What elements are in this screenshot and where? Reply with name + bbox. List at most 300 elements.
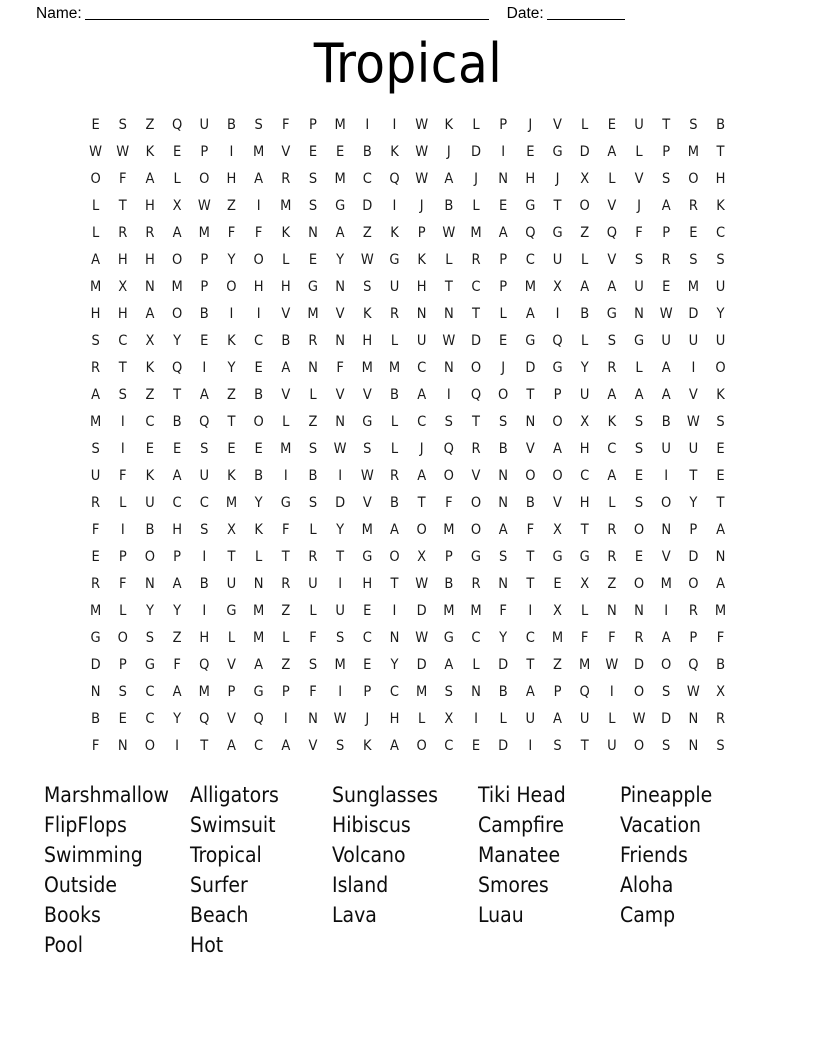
grid-cell[interactable]: T — [526, 387, 535, 403]
grid-cell[interactable]: H — [525, 171, 536, 187]
grid-cell[interactable]: L — [119, 603, 127, 619]
word-list-item[interactable]: Camp — [620, 903, 676, 927]
grid-cell[interactable]: F — [91, 522, 100, 538]
grid-cell[interactable]: P — [363, 684, 372, 700]
grid-cell[interactable]: Y — [499, 630, 508, 646]
grid-cell[interactable]: S — [444, 684, 453, 700]
grid-cell[interactable]: J — [419, 198, 424, 214]
grid-cell[interactable]: L — [119, 495, 127, 511]
grid-cell[interactable]: L — [309, 522, 317, 538]
grid-cell[interactable]: Q — [171, 360, 183, 376]
grid-cell[interactable]: D — [498, 738, 509, 754]
grid-cell[interactable]: M — [443, 603, 455, 619]
grid-cell[interactable]: D — [579, 144, 590, 160]
word-list-item[interactable]: FlipFlops — [44, 813, 127, 837]
grid-cell[interactable]: H — [117, 306, 128, 322]
grid-cell[interactable]: R — [91, 576, 101, 592]
grid-cell[interactable]: B — [444, 198, 454, 214]
grid-cell[interactable]: B — [91, 711, 101, 727]
grid-cell[interactable]: C — [118, 333, 128, 349]
grid-cell[interactable]: U — [607, 738, 617, 754]
grid-cell[interactable]: V — [362, 387, 372, 403]
grid-cell[interactable]: S — [499, 549, 508, 565]
grid-cell[interactable]: G — [525, 198, 536, 214]
grid-cell[interactable]: V — [226, 711, 236, 727]
grid-cell[interactable]: B — [226, 117, 236, 133]
grid-cell[interactable]: P — [173, 549, 182, 565]
grid-cell[interactable]: W — [415, 144, 429, 160]
grid-cell[interactable]: S — [363, 441, 372, 457]
grid-cell[interactable]: Y — [173, 603, 182, 619]
grid-cell[interactable]: E — [145, 441, 155, 457]
grid-cell[interactable]: O — [389, 549, 400, 565]
grid-cell[interactable]: O — [443, 468, 454, 484]
grid-cell[interactable]: D — [525, 360, 536, 376]
grid-cell[interactable]: E — [716, 441, 725, 457]
grid-cell[interactable]: P — [118, 549, 127, 565]
grid-cell[interactable]: X — [226, 522, 236, 538]
grid-cell[interactable]: G — [525, 333, 536, 349]
grid-cell[interactable]: R — [389, 306, 399, 322]
grid-cell[interactable]: E — [363, 657, 372, 673]
grid-cell[interactable]: Y — [173, 711, 182, 727]
grid-cell[interactable]: I — [338, 684, 343, 700]
grid-cell[interactable]: A — [417, 468, 427, 484]
grid-cell[interactable]: C — [172, 495, 182, 511]
grid-cell[interactable]: D — [470, 333, 482, 349]
grid-cell[interactable]: I — [338, 576, 343, 592]
word-list-item[interactable]: Marshmallow — [44, 783, 169, 807]
grid-cell[interactable]: E — [499, 333, 508, 349]
grid-cell[interactable]: L — [254, 549, 263, 565]
word-list-item[interactable]: Alligators — [190, 783, 279, 807]
grid-cell[interactable]: P — [499, 117, 508, 133]
grid-cell[interactable]: K — [390, 144, 399, 160]
grid-cell[interactable]: L — [445, 252, 453, 268]
grid-cell[interactable]: C — [607, 441, 617, 457]
grid-cell[interactable]: M — [579, 657, 591, 673]
grid-cell[interactable]: V — [471, 468, 481, 484]
grid-cell[interactable]: Q — [688, 657, 699, 673]
grid-cell[interactable]: U — [715, 333, 726, 349]
grid-cell[interactable]: S — [335, 630, 345, 646]
grid-cell[interactable]: B — [390, 387, 399, 403]
grid-cell[interactable]: E — [254, 441, 263, 457]
grid-cell[interactable]: O — [633, 522, 645, 538]
grid-cell[interactable]: J — [365, 711, 370, 727]
grid-cell[interactable]: O — [144, 738, 156, 754]
grid-cell[interactable]: H — [416, 279, 427, 295]
grid-cell[interactable]: P — [662, 225, 671, 241]
grid-cell[interactable]: G — [606, 306, 617, 322]
grid-cell[interactable]: O — [470, 495, 482, 511]
grid-cell[interactable]: X — [417, 549, 427, 565]
grid-cell[interactable]: I — [392, 198, 397, 214]
grid-cell[interactable]: T — [227, 549, 236, 565]
grid-cell[interactable]: I — [120, 414, 125, 430]
grid-cell[interactable]: O — [470, 360, 482, 376]
grid-cell[interactable]: E — [91, 117, 100, 133]
grid-cell[interactable]: G — [226, 603, 237, 619]
grid-cell[interactable]: Z — [308, 414, 318, 430]
grid-cell[interactable]: Z — [281, 657, 291, 673]
grid-cell[interactable]: A — [145, 306, 155, 322]
grid-cell[interactable]: A — [172, 225, 182, 241]
grid-cell[interactable]: N — [90, 684, 101, 700]
grid-cell[interactable]: K — [716, 198, 725, 214]
grid-cell[interactable]: R — [91, 495, 101, 511]
grid-cell[interactable]: M — [551, 630, 564, 646]
grid-cell[interactable]: T — [417, 495, 426, 511]
grid-cell[interactable]: A — [580, 279, 590, 295]
grid-cell[interactable]: A — [661, 630, 671, 646]
grid-cell[interactable]: H — [117, 252, 128, 268]
grid-cell[interactable]: A — [716, 576, 725, 592]
grid-cell[interactable]: M — [198, 225, 210, 241]
grid-cell[interactable]: K — [145, 360, 155, 376]
grid-cell[interactable]: S — [553, 738, 562, 754]
grid-cell[interactable]: U — [416, 333, 427, 349]
grid-cell[interactable]: V — [634, 171, 644, 187]
word-list-item[interactable]: Tropical — [190, 843, 262, 867]
grid-cell[interactable]: A — [390, 738, 399, 754]
grid-cell[interactable]: G — [470, 549, 482, 565]
grid-cell[interactable]: B — [661, 414, 671, 430]
grid-cell[interactable]: S — [200, 441, 209, 457]
grid-cell[interactable]: S — [716, 414, 725, 430]
grid-cell[interactable]: M — [388, 360, 401, 376]
grid-cell[interactable]: F — [526, 522, 535, 538]
grid-cell[interactable]: J — [501, 360, 506, 376]
grid-cell[interactable]: C — [525, 252, 535, 268]
grid-cell[interactable]: S — [118, 387, 127, 403]
word-list-item[interactable]: Friends — [620, 843, 688, 867]
grid-cell[interactable]: B — [281, 333, 291, 349]
grid-cell[interactable]: P — [499, 279, 508, 295]
grid-cell[interactable]: Y — [336, 522, 345, 538]
grid-cell[interactable]: N — [688, 738, 699, 754]
grid-cell[interactable]: S — [363, 279, 372, 295]
grid-cell[interactable]: A — [553, 711, 562, 727]
grid-cell[interactable]: N — [253, 576, 264, 592]
grid-cell[interactable]: U — [579, 711, 590, 727]
grid-cell[interactable]: N — [443, 360, 454, 376]
grid-cell[interactable]: A — [145, 171, 155, 187]
grid-cell[interactable]: T — [689, 468, 698, 484]
grid-cell[interactable]: F — [173, 657, 181, 673]
grid-cell[interactable]: B — [362, 144, 372, 160]
grid-cell[interactable]: H — [145, 198, 155, 214]
grid-cell[interactable]: L — [608, 711, 616, 727]
grid-cell[interactable]: L — [91, 198, 100, 214]
grid-cell[interactable]: O — [579, 198, 590, 214]
grid-cell[interactable]: U — [389, 279, 400, 295]
grid-cell[interactable]: K — [716, 387, 725, 403]
grid-cell[interactable]: H — [362, 576, 373, 592]
word-list-item[interactable]: Swimsuit — [190, 813, 276, 837]
grid-cell[interactable]: P — [200, 279, 209, 295]
grid-cell[interactable]: G — [362, 549, 373, 565]
grid-cell[interactable]: S — [499, 414, 508, 430]
grid-cell[interactable]: N — [498, 171, 509, 187]
grid-cell[interactable]: E — [634, 468, 644, 484]
grid-cell[interactable]: C — [145, 711, 155, 727]
grid-cell[interactable]: W — [605, 657, 619, 673]
grid-cell[interactable]: K — [444, 117, 454, 133]
grid-cell[interactable]: A — [390, 522, 399, 538]
grid-cell[interactable]: W — [659, 306, 673, 322]
grid-cell[interactable]: Q — [389, 171, 400, 187]
grid-cell[interactable]: P — [689, 630, 698, 646]
grid-cell[interactable]: B — [716, 657, 726, 673]
grid-cell[interactable]: A — [661, 360, 671, 376]
grid-cell[interactable]: G — [633, 333, 645, 349]
grid-cell[interactable]: X — [553, 603, 562, 619]
grid-cell[interactable]: B — [525, 495, 535, 511]
grid-cell[interactable]: E — [308, 252, 318, 268]
grid-cell[interactable]: W — [415, 630, 429, 646]
grid-cell[interactable]: J — [555, 171, 560, 187]
grid-cell[interactable]: U — [226, 576, 237, 592]
word-list-item[interactable]: Swimming — [44, 843, 143, 867]
grid-cell[interactable]: M — [687, 279, 699, 295]
grid-cell[interactable]: S — [634, 252, 644, 268]
word-list-item[interactable]: Tiki Head — [478, 783, 566, 807]
grid-cell[interactable]: O — [552, 414, 563, 430]
grid-cell[interactable]: J — [637, 198, 641, 214]
word-list-item[interactable]: Vacation — [620, 813, 702, 837]
grid-cell[interactable]: H — [280, 279, 291, 295]
grid-cell[interactable]: R — [607, 360, 617, 376]
grid-cell[interactable]: Q — [171, 117, 183, 133]
grid-cell[interactable]: F — [119, 468, 127, 484]
grid-cell[interactable]: P — [417, 225, 426, 241]
grid-cell[interactable]: N — [715, 549, 726, 565]
grid-cell[interactable]: A — [661, 387, 671, 403]
grid-cell[interactable]: L — [282, 630, 290, 646]
grid-cell[interactable]: V — [281, 387, 291, 403]
word-list-item[interactable]: Lava — [332, 903, 377, 927]
grid-cell[interactable]: B — [716, 117, 726, 133]
grid-cell[interactable]: X — [716, 684, 725, 700]
grid-cell[interactable]: H — [172, 522, 183, 538]
grid-cell[interactable]: I — [365, 117, 370, 133]
grid-cell[interactable]: O — [117, 630, 128, 646]
grid-cell[interactable]: T — [444, 279, 453, 295]
grid-cell[interactable]: N — [335, 333, 346, 349]
grid-cell[interactable]: L — [472, 657, 480, 673]
grid-cell[interactable]: J — [419, 441, 424, 457]
grid-cell[interactable]: U — [579, 387, 590, 403]
grid-cell[interactable]: G — [552, 549, 563, 565]
grid-cell[interactable]: U — [661, 441, 671, 457]
grid-cell[interactable]: X — [145, 333, 155, 349]
grid-cell[interactable]: F — [91, 738, 100, 754]
grid-cell[interactable]: Q — [525, 225, 536, 241]
grid-cell[interactable]: P — [662, 144, 671, 160]
grid-cell[interactable]: R — [471, 576, 481, 592]
grid-cell[interactable]: E — [634, 549, 644, 565]
grid-cell[interactable]: K — [390, 225, 399, 241]
grid-cell[interactable]: O — [199, 171, 210, 187]
grid-cell[interactable]: A — [525, 684, 535, 700]
grid-cell[interactable]: B — [580, 306, 590, 322]
grid-cell[interactable]: L — [635, 360, 643, 376]
grid-cell[interactable]: F — [336, 360, 344, 376]
grid-cell[interactable]: S — [308, 441, 318, 457]
grid-cell[interactable]: M — [89, 603, 102, 619]
grid-cell[interactable]: B — [498, 441, 508, 457]
grid-cell[interactable]: V — [553, 117, 562, 133]
grid-cell[interactable]: S — [689, 252, 698, 268]
grid-cell[interactable]: Y — [716, 306, 725, 322]
grid-cell[interactable]: E — [716, 468, 725, 484]
grid-cell[interactable]: M — [252, 144, 265, 160]
grid-cell[interactable]: R — [91, 360, 101, 376]
grid-cell[interactable]: T — [580, 522, 589, 538]
grid-cell[interactable]: T — [526, 576, 535, 592]
grid-cell[interactable]: T — [118, 360, 127, 376]
grid-cell[interactable]: S — [662, 738, 671, 754]
grid-cell[interactable]: M — [687, 144, 699, 160]
grid-cell[interactable]: Z — [607, 576, 617, 592]
word-list-item[interactable]: Books — [44, 903, 101, 927]
grid-cell[interactable]: S — [689, 117, 698, 133]
grid-cell[interactable]: G — [552, 360, 563, 376]
grid-cell[interactable]: C — [715, 225, 726, 241]
grid-cell[interactable]: R — [661, 252, 671, 268]
grid-cell[interactable]: K — [254, 522, 263, 538]
grid-cell[interactable]: U — [199, 117, 210, 133]
grid-cell[interactable]: C — [362, 171, 372, 187]
grid-cell[interactable]: C — [254, 333, 264, 349]
grid-cell[interactable]: E — [172, 144, 182, 160]
grid-cell[interactable]: O — [525, 468, 536, 484]
grid-cell[interactable]: L — [581, 117, 589, 133]
grid-cell[interactable]: H — [226, 171, 237, 187]
grid-cell[interactable]: P — [553, 684, 562, 700]
grid-cell[interactable]: J — [528, 117, 533, 133]
word-list-item[interactable]: Sunglasses — [332, 783, 438, 807]
grid-cell[interactable]: A — [281, 360, 291, 376]
grid-cell[interactable]: E — [227, 441, 236, 457]
grid-cell[interactable]: G — [443, 630, 454, 646]
grid-cell[interactable]: T — [553, 198, 562, 214]
grid-cell[interactable]: M — [361, 360, 373, 376]
grid-cell[interactable]: O — [633, 576, 645, 592]
grid-cell[interactable]: Q — [606, 225, 617, 241]
grid-cell[interactable]: L — [390, 441, 399, 457]
grid-cell[interactable]: S — [308, 198, 318, 214]
word-list-item[interactable]: Smores — [478, 873, 549, 897]
grid-cell[interactable]: K — [607, 414, 617, 430]
grid-cell[interactable]: U — [634, 279, 644, 295]
grid-cell[interactable]: C — [417, 360, 427, 376]
grid-cell[interactable]: V — [607, 198, 617, 214]
grid-cell[interactable]: N — [471, 684, 481, 700]
grid-cell[interactable]: O — [144, 549, 156, 565]
grid-cell[interactable]: O — [688, 576, 699, 592]
word-list-item[interactable]: Surfer — [190, 873, 248, 897]
grid-cell[interactable]: X — [580, 171, 590, 187]
grid-cell[interactable]: N — [498, 576, 509, 592]
grid-cell[interactable]: A — [607, 387, 617, 403]
grid-cell[interactable]: A — [335, 225, 345, 241]
grid-cell[interactable]: A — [634, 387, 644, 403]
grid-cell[interactable]: A — [607, 144, 617, 160]
grid-cell[interactable]: C — [471, 630, 481, 646]
grid-cell[interactable]: M — [280, 198, 292, 214]
grid-cell[interactable]: S — [145, 630, 155, 646]
grid-cell[interactable]: B — [172, 414, 182, 430]
grid-cell[interactable]: A — [172, 684, 182, 700]
grid-cell[interactable]: F — [227, 225, 236, 241]
grid-cell[interactable]: D — [362, 198, 373, 214]
grid-cell[interactable]: F — [445, 495, 453, 511]
grid-cell[interactable]: L — [635, 144, 643, 160]
grid-cell[interactable]: B — [145, 522, 155, 538]
grid-cell[interactable]: S — [91, 333, 100, 349]
grid-cell[interactable]: P — [200, 144, 209, 160]
grid-cell[interactable]: I — [202, 549, 207, 565]
grid-cell[interactable]: H — [90, 306, 101, 322]
grid-cell[interactable]: Z — [145, 387, 155, 403]
grid-cell[interactable]: S — [308, 171, 318, 187]
grid-cell[interactable]: L — [309, 603, 317, 619]
grid-cell[interactable]: T — [580, 738, 589, 754]
grid-cell[interactable]: N — [443, 306, 454, 322]
grid-cell[interactable]: I — [474, 711, 478, 727]
grid-cell[interactable]: D — [498, 657, 509, 673]
grid-cell[interactable]: V — [335, 387, 345, 403]
grid-cell[interactable]: D — [634, 657, 645, 673]
grid-cell[interactable]: P — [200, 252, 209, 268]
grid-cell[interactable]: Z — [553, 657, 562, 673]
grid-cell[interactable]: U — [634, 117, 644, 133]
grid-cell[interactable]: Z — [580, 225, 590, 241]
grid-cell[interactable]: X — [553, 522, 562, 538]
grid-cell[interactable]: V — [281, 306, 291, 322]
grid-cell[interactable]: P — [309, 117, 317, 133]
grid-cell[interactable]: M — [470, 603, 482, 619]
grid-cell[interactable]: D — [688, 549, 699, 565]
grid-cell[interactable]: T — [118, 198, 127, 214]
word-list-item[interactable]: Luau — [478, 903, 524, 927]
grid-cell[interactable]: O — [416, 738, 427, 754]
grid-cell[interactable]: U — [90, 468, 101, 484]
grid-cell[interactable]: A — [553, 441, 562, 457]
grid-cell[interactable]: A — [716, 522, 725, 538]
grid-cell[interactable]: C — [417, 414, 427, 430]
grid-cell[interactable]: A — [444, 171, 454, 187]
grid-cell[interactable]: T — [390, 576, 399, 592]
grid-cell[interactable]: N — [389, 630, 400, 646]
grid-cell[interactable]: S — [716, 738, 725, 754]
grid-cell[interactable]: U — [688, 333, 699, 349]
grid-cell[interactable]: E — [607, 117, 616, 133]
grid-cell[interactable]: R — [118, 225, 128, 241]
grid-cell[interactable]: L — [499, 306, 507, 322]
grid-cell[interactable]: U — [688, 441, 699, 457]
grid-cell[interactable]: E — [336, 144, 345, 160]
grid-cell[interactable]: K — [227, 333, 236, 349]
grid-cell[interactable]: O — [661, 495, 672, 511]
grid-cell[interactable]: P — [499, 252, 508, 268]
word-list-item[interactable]: Volcano — [332, 843, 406, 867]
grid-cell[interactable]: Z — [172, 630, 182, 646]
grid-cell[interactable]: C — [362, 630, 372, 646]
grid-cell[interactable]: H — [389, 711, 400, 727]
